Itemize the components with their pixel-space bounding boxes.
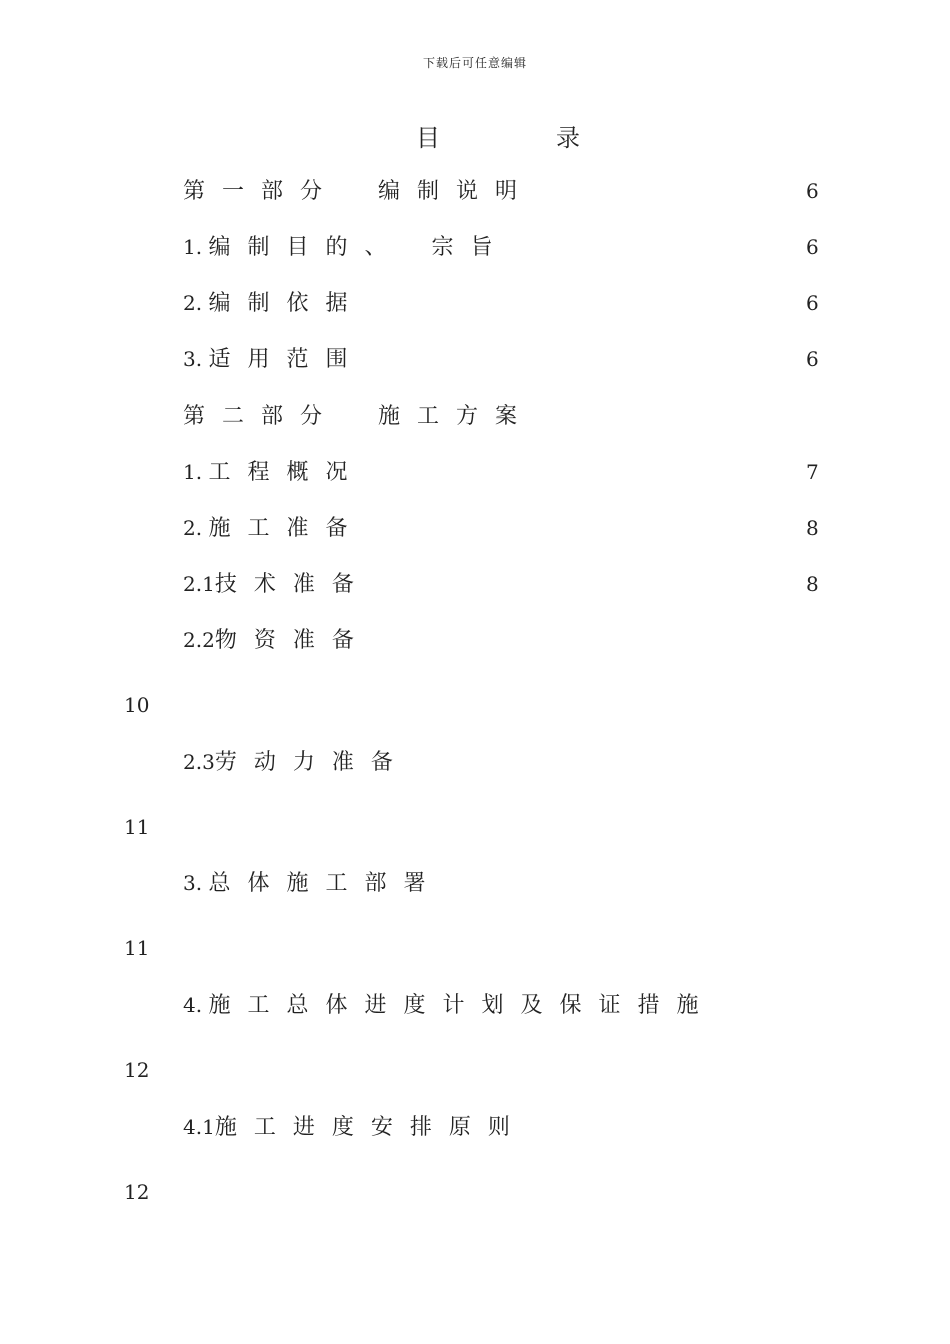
- toc-entry-number: 1.: [183, 460, 209, 484]
- toc-entry-label: 施工准备: [208, 516, 365, 541]
- toc-entry: [0, 227, 950, 267]
- toc-entry-label: 第二部分 施工方案: [183, 404, 535, 429]
- toc-entry-text: [183, 985, 715, 1026]
- toc-entry-label: 第一部分 编制说明: [183, 179, 535, 204]
- toc-entry: [0, 620, 950, 660]
- toc-entry-text: [183, 283, 364, 324]
- toc-entry-number: 4.: [183, 993, 209, 1017]
- toc-title-left: 目: [416, 124, 440, 152]
- toc-entry-label: 编制目的、 宗旨: [208, 235, 510, 260]
- toc-entry: [0, 339, 950, 379]
- toc-entry-page: 8: [806, 572, 819, 596]
- toc-entry-number: 3.: [183, 871, 209, 895]
- toc-entry-number: 2.: [183, 291, 209, 315]
- toc-entry-text: [183, 1107, 527, 1148]
- toc-entry-text: [183, 508, 364, 549]
- toc-entry: [0, 742, 950, 782]
- toc-entry: [0, 283, 950, 323]
- toc-entry-text: [183, 742, 410, 783]
- toc-entry: [0, 564, 950, 604]
- toc-entry-text: [183, 452, 364, 493]
- toc-entry: [0, 508, 950, 548]
- toc-wrapped-page: 12: [124, 1058, 150, 1082]
- toc-entry-number: 2.3: [183, 750, 215, 774]
- toc-wrapped-page: 12: [124, 1180, 150, 1204]
- toc-entry-number: 2.1: [183, 572, 215, 596]
- toc-entry-page: 6: [806, 179, 819, 203]
- toc-entry-page: 8: [806, 516, 819, 540]
- toc-entry-number: 1.: [183, 235, 209, 259]
- page-header-note: 下载后可任意编辑: [422, 56, 527, 70]
- toc-entry-label: 施工进度安排原则: [214, 1115, 527, 1140]
- toc-entry-label: 编制依据: [208, 291, 365, 316]
- toc-entry-label: 适用范围: [208, 347, 365, 372]
- toc-entry-text: [183, 396, 534, 437]
- toc-entry-label: 物资准备: [214, 628, 371, 653]
- toc-entry: [0, 985, 950, 1025]
- toc-entry-text: [183, 863, 442, 904]
- toc-entry: [0, 396, 950, 436]
- toc-entry-page: 7: [806, 460, 819, 484]
- toc-entry-label: 工程概况: [208, 460, 365, 485]
- toc-entry-text: [183, 620, 371, 661]
- toc-entry: [0, 452, 950, 492]
- toc-wrapped-page: 11: [124, 936, 150, 960]
- toc-title-right: 录: [556, 124, 580, 152]
- toc-entry-page: 6: [806, 291, 819, 315]
- toc-entry-number: 2.: [183, 516, 209, 540]
- toc-entry-text: [183, 171, 534, 212]
- toc-wrapped-page: 10: [124, 693, 150, 717]
- toc-entry-number: 4.1: [183, 1115, 215, 1139]
- toc-entry: [0, 171, 950, 211]
- toc-entry-label: 总体施工部署: [208, 871, 443, 896]
- toc-entry-page: 6: [806, 347, 819, 371]
- toc-entry-number: 3.: [183, 347, 209, 371]
- toc-entry-label: 技术准备: [214, 572, 371, 597]
- toc-entry: [0, 1107, 950, 1147]
- toc-entry-text: [183, 564, 371, 605]
- toc-entry-number: 2.2: [183, 628, 215, 652]
- toc-wrapped-page: 11: [124, 815, 150, 839]
- toc-entry-text: [183, 339, 364, 380]
- toc-entry-label: 劳动力准备: [214, 750, 410, 775]
- toc-entry-text: [183, 227, 509, 268]
- toc-entry: [0, 863, 950, 903]
- toc-entry-label: 施工总体进度计划及保证措施: [208, 993, 716, 1018]
- toc-entry-page: 6: [806, 235, 819, 259]
